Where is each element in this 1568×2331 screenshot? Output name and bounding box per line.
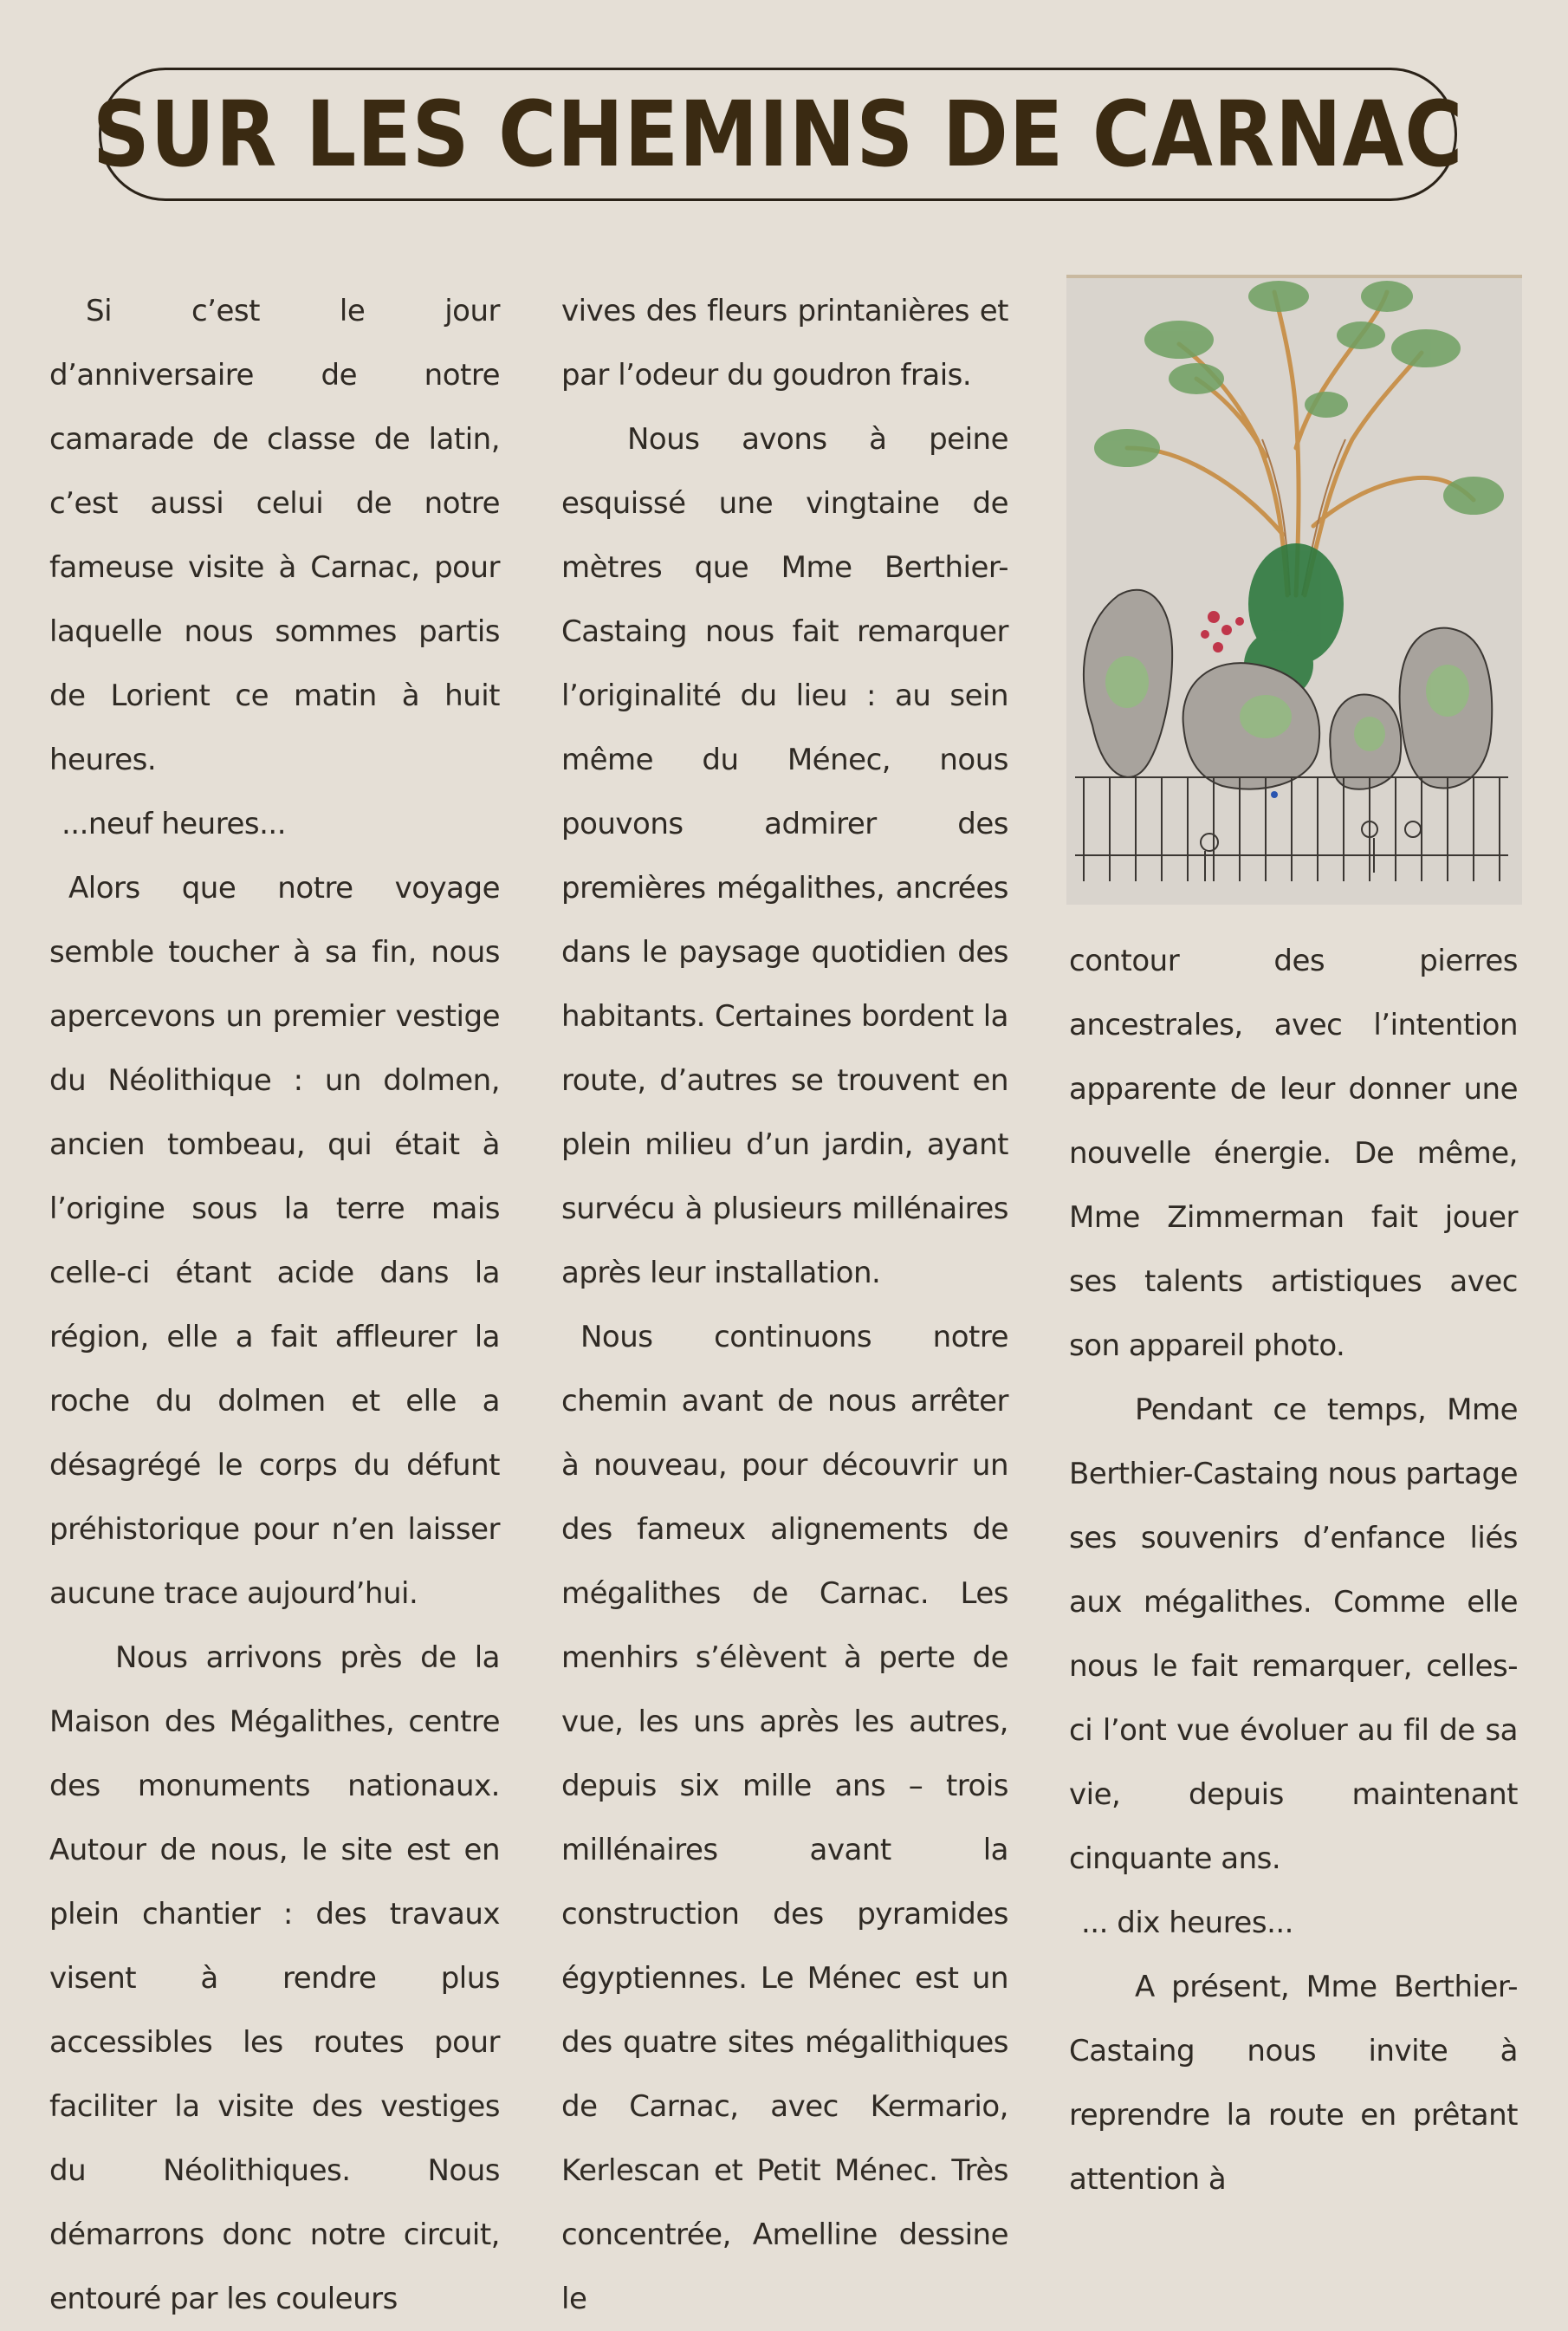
column-1: [49, 279, 500, 2331]
drawing-svg: [1066, 275, 1522, 905]
time-marker: ... dix heures...: [1081, 1906, 1293, 1940]
paragraph: A présent, Mme Berthier-Castaing nous invite à reprendre la route en prêtant attention à: [1069, 1970, 1518, 2197]
page-title: SUR LES CHEMINS DE CARNAC: [92, 81, 1464, 187]
megalith-drawing-illustration: [1066, 275, 1522, 905]
title-banner: [92, 68, 1464, 201]
paragraph: Alors que notre voyage semble toucher à sa fin, nous apercevons un premier vestige du Néolithique : un dolmen, ancien tombeau, qui était à l’origine sous la terre mais celle-ci étant acide dans la région, elle a fait affleurer la roche du dolmen et elle a désagrégé le corps du défunt préhistorique pour n’en laisser aucune trace aujourd’hui.: [49, 871, 500, 1611]
column-2: [561, 279, 1008, 2331]
column-3: [1069, 929, 1518, 2211]
paragraph: Si c’est le jour d’anniversaire de notre camarade de classe de latin, c’est aussi celui de notre fameuse visite à Carnac, pour laquelle nous sommes partis de Lorient ce matin à huit heures.: [49, 294, 500, 777]
time-marker: ...neuf heures...: [62, 807, 287, 841]
paragraph: vives des fleurs printanières et par l’odeur du goudron frais.: [561, 294, 1008, 393]
paragraph: Nous avons à peine esquissé une vingtaine de mètres que Mme Berthier-Castaing nous fait remarquer l’originalité du lieu : au sein même du Ménec, nous pouvons admirer des premières mégalithes, ancrées dans le paysage quotidien des habitants. Certaines bordent la route, d’autres se trouvent en plein milieu d’un jardin, ayant survécu à plusieurs millénaires après leur installation.: [561, 422, 1008, 1290]
paragraph: Pendant ce temps, Mme Berthier-Castaing nous partage ses souvenirs d’enfance liés aux mégalithes. Comme elle nous le fait remarquer, celles-ci l’ont vue évoluer au fil de sa vie, depuis maintenant cinquante ans.: [1069, 1393, 1518, 1876]
paragraph: Nous arrivons près de la Maison des Mégalithes, centre des monuments nationaux. Autour de nous, le site est en plein chantier : des travaux visent à rendre plus accessibles les routes pour faciliter la visite des vestiges du Néolithiques. Nous démarrons donc notre circuit, entouré par les couleurs: [49, 1640, 500, 2316]
paragraph: contour des pierres ancestrales, avec l’intention apparente de leur donner une nouvelle énergie. De même, Mme Zimmerman fait jouer ses talents artistiques avec son appareil photo.: [1069, 944, 1518, 1363]
paragraph: Nous continuons notre chemin avant de nous arrêter à nouveau, pour découvrir un des fameux alignements de mégalithes de Carnac. Les menhirs s’élèvent à perte de vue, les uns après les autres, depuis six mille ans – trois millénaires avant la construction des pyramides égyptiennes. Le Ménec est un des quatre sites mégalithiques de Carnac, avec Kermario, Kerlescan et Petit Ménec. Très concentrée, Amelline dessine le: [561, 1320, 1008, 2316]
